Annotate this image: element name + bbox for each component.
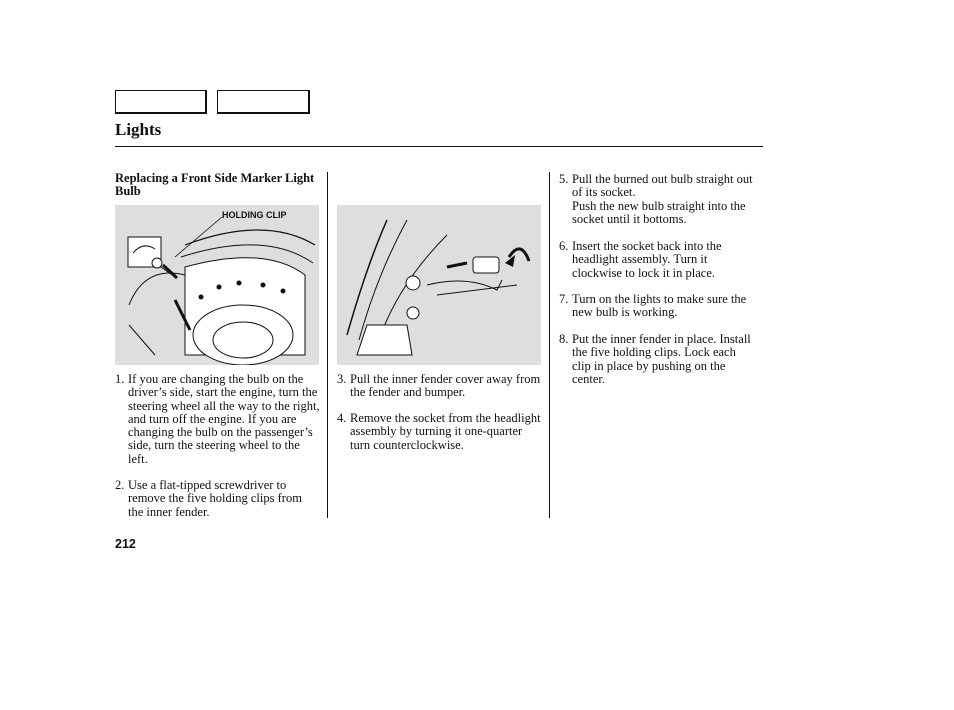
step-7-text: Turn on the lights to make sure the new bulb is working. [572,292,747,320]
step-1-number: 1. [115,372,125,386]
title-rule [115,146,763,147]
step-5-text: Pull the burned out bulb straight out of its socket. [572,172,753,200]
holding-clip-illustration [115,205,319,365]
step-3-number: 3. [337,372,347,386]
page-title: Lights [115,120,162,139]
step-7-number: 7. [559,292,569,306]
figure-socket-removal [337,205,541,365]
column-divider-2 [549,172,550,518]
step-4-text: Remove the socket from the headlight assembly by turning it one-quarter turn counterclockwise. [350,411,541,452]
step-6-number: 6. [559,239,569,253]
nav-tab-box-1[interactable] [115,90,207,114]
step-3-text: Pull the inner fender cover away from the fender and bumper. [350,372,541,400]
step-5-number: 5. [559,172,569,186]
step-2-text: Use a flat-tipped screwdriver to remove the five holding clips from the inner fender. [128,478,302,519]
subheading: Replacing a Front Side Marker Light Bulb [115,171,315,198]
step-2-number: 2. [115,478,125,492]
step-2 [115,479,320,519]
step-4-number: 4. [337,411,347,425]
step-1-text: If you are changing the bulb on the driver’s side, start the engine, turn the steering wheel all the way to the right, and turn off the engine. If you are changing the bulb on the passenger’s side, turn the steering wheel to the left. [128,372,320,466]
column-divider-1 [327,172,328,518]
nav-tab-box-2[interactable] [217,90,310,114]
step-7 [559,293,755,320]
figure-holding-clip [115,205,319,365]
step-5-text-2: Push the new bulb straight into the socket until it bottoms. [572,198,746,226]
step-8-number: 8. [559,332,569,346]
figure-callout-label: HOLDING CLIP [222,210,287,220]
step-1 [115,373,320,466]
page-number: 212 [115,537,136,551]
step-3 [337,373,543,400]
step-8 [559,333,755,386]
step-6-text: Insert the socket back into the headlight assembly. Turn it clockwise to lock it in place. [572,239,722,280]
step-4 [337,412,543,452]
step-5 [559,173,755,226]
step-8-text: Put the inner fender in place. Install the five holding clips. Lock each clip in place by pushing on the center. [572,332,751,386]
socket-removal-illustration [337,205,541,365]
step-6 [559,240,755,280]
